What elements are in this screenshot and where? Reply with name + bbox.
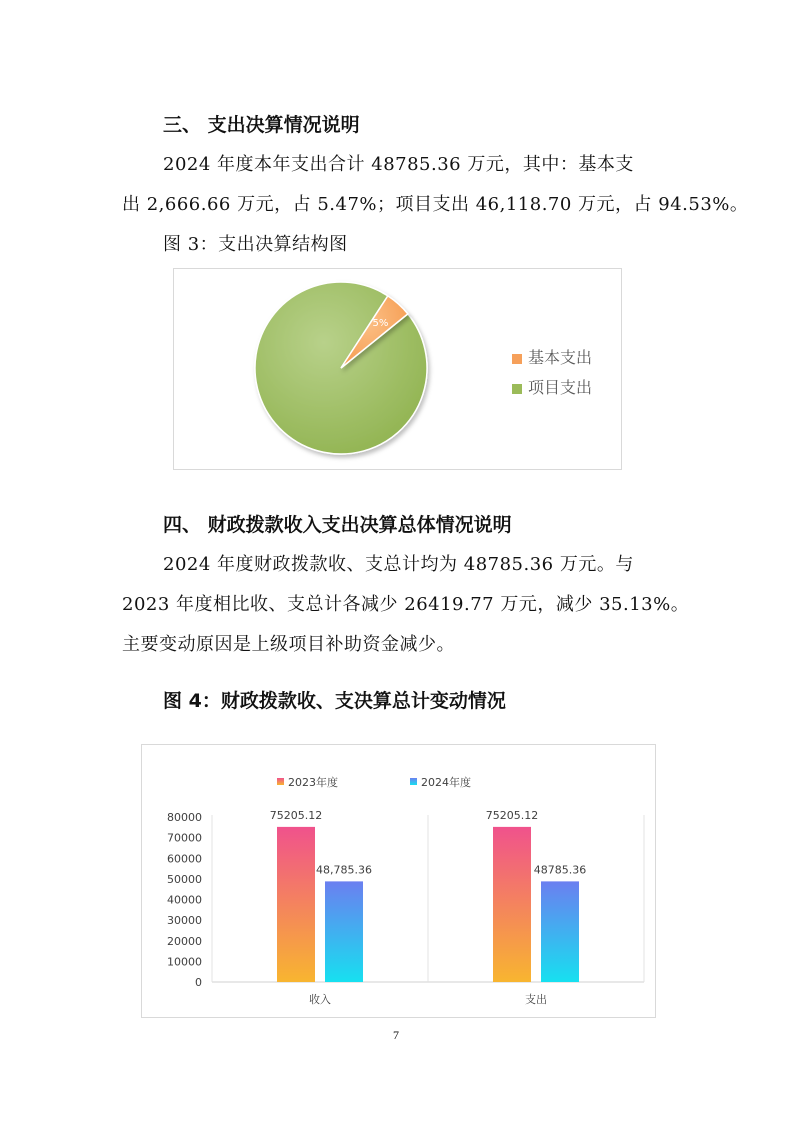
bar-chart-panel — [141, 744, 656, 1018]
pie-chart-panel — [173, 268, 622, 470]
bar-0-0 — [277, 827, 315, 982]
bar-1-0 — [325, 881, 363, 982]
x-category-label: 支出 — [525, 993, 547, 1006]
section3-paragraph-line1: 2024 年度本年支出合计 48785.36 万元，其中：基本支 — [163, 154, 634, 175]
legend-swatch — [512, 384, 522, 394]
pie-chart — [174, 269, 621, 469]
y-tick-label: 20000 — [167, 934, 202, 948]
figure4-caption: 图 4：财政拨款收、支决算总计变动情况 — [163, 690, 506, 712]
page-number: 7 — [393, 1028, 399, 1042]
section3-heading: 三、 支出决算情况说明 — [163, 114, 360, 136]
pie-data-label: 95% — [248, 426, 271, 438]
y-tick-label: 40000 — [167, 893, 202, 907]
section4-paragraph-line2: 2023 年度相比收、支总计各减少 26419.77 万元，减少 35.13%。 — [122, 594, 690, 615]
section4-heading: 四、 财政拨款收入支出决算总体情况说明 — [163, 514, 512, 536]
pie-legend-label: 基本支出 — [528, 348, 593, 367]
pie-legend-item-project — [512, 375, 592, 398]
legend-swatch — [512, 354, 522, 364]
bar-data-label: 48,785.36 — [316, 863, 372, 877]
y-tick-label: 60000 — [167, 852, 202, 866]
bar-0-1 — [493, 827, 531, 982]
bar-data-label: 48785.36 — [533, 863, 587, 877]
section4-paragraph-line1: 2024 年度财政拨款收、支总计均为 48785.36 万元。与 — [163, 554, 634, 575]
y-tick-label: 10000 — [167, 955, 202, 969]
bar-legend-label: 2024年度 — [421, 776, 471, 789]
pie-data-label: 5% — [372, 317, 389, 329]
section3-paragraph-line2: 出 2,666.66 万元，占 5.47%；项目支出 46,118.70 万元，占 94.53%。 — [122, 194, 749, 215]
y-tick-label: 50000 — [167, 872, 202, 886]
bar-data-label: 75205.12 — [269, 808, 323, 822]
pie-legend-item-basic — [512, 345, 592, 368]
bar-legend-label: 2023年度 — [288, 776, 338, 789]
pie-legend-label: 项目支出 — [528, 378, 593, 397]
y-tick-label: 30000 — [167, 914, 202, 928]
bar-data-label: 75205.12 — [485, 808, 539, 822]
bar-chart — [142, 745, 655, 1017]
y-tick-label: 70000 — [167, 831, 202, 845]
bar-legend-swatch — [410, 778, 417, 785]
y-tick-label: 80000 — [167, 811, 202, 824]
bar-legend-swatch — [277, 778, 284, 785]
x-category-label: 收入 — [309, 993, 331, 1006]
figure3-caption: 图 3：支出决算结构图 — [163, 234, 348, 255]
bar-1-1 — [541, 881, 579, 982]
section4-paragraph-line3: 主要变动原因是上级项目补助资金减少。 — [122, 634, 455, 655]
y-tick-label: 0 — [195, 976, 202, 989]
